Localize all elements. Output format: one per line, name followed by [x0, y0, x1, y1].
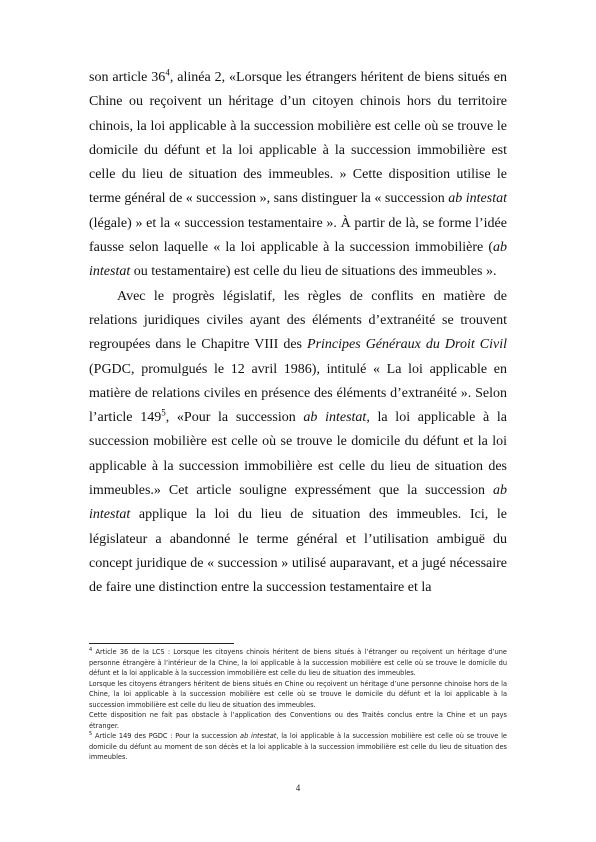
italic-term: ab intestat	[89, 240, 507, 280]
paragraph-2	[89, 285, 507, 601]
footnote-separator	[89, 643, 234, 644]
footnote-4-cont	[89, 710, 507, 731]
text-run: (légale) » et la « succession testamentaire ». À partir de là, se forme l’idée fausse selon laquelle « la loi applicable à la succession immobilière (	[89, 215, 507, 256]
paragraph-1	[89, 66, 507, 285]
footnote-number: 4	[89, 646, 93, 653]
italic-title: Principes Généraux du Droit Civil	[307, 337, 507, 353]
footnote-number: 5	[89, 730, 93, 737]
footnote-text: Lorsque les citoyens étrangers héritent de biens situés en Chine ou reçoivent un héritage d’une personne chinoise hors de la Chine, la loi applicable à la succession mobilière est celle où se trouve le domicile du défunt et la loi applicable à la succession immobilière est celle du lieu de situation des immeubles.	[89, 679, 507, 709]
text-run: ou testamentaire) est celle du lieu de situations des immeubles ».	[130, 264, 497, 280]
footnote-text: Article 149 des PGDC : Pour la succession	[92, 732, 241, 740]
footnotes	[89, 647, 507, 763]
italic-term: ab intestat	[303, 410, 367, 426]
footnote-text: , la loi applicable à la succession mobilière est celle où se trouve le domicile du défunt au moment de son décès et la loi applicable à la succession immobilière est celle du lieu de situation des immeubles.	[89, 732, 507, 761]
footnote-ref-4[interactable]: 4	[165, 67, 170, 78]
text-run: , alinéa 2, «Lorsque les étrangers héritent de biens situés en Chine ou reçoivent un héritage d’un citoyen chinois hors du territoire chinois, la loi applicable à la succession mobilière est celle où se trouve le domicile du défunt et la loi applicable à la succession immobilière est celle du lieu de situation des immeubles. » Cette disposition utilise le terme général de « succession », sans distinguer la « succession	[89, 70, 508, 207]
text-run: son article 36	[89, 70, 166, 85]
footnote-text: Cette disposition ne fait pas obstacle à l’application des Conventions ou des Traités conclus entre la Chine et un pays étranger.	[89, 711, 507, 730]
text-run: applique la loi du lieu de situation des immeubles. Ici, le législateur a abandonné le terme général et l’utilisation ambiguë du concept juridique de « succession » utilisé auparavant, et a jugé nécessaire de faire une distinction entre la succession testamentaire et la	[89, 507, 507, 596]
italic-term: ab intestat	[240, 732, 277, 740]
italic-term: ab intestat	[89, 483, 507, 523]
footnote-5	[89, 731, 507, 763]
footnote-4-cont	[89, 679, 507, 711]
text-run: (PGDC, promulgués le 12 avril 1986), intitulé « La loi applicable en matière de relations civiles en présence des éléments d’extranéité ». Selon l’article 149	[89, 361, 507, 426]
body-text	[89, 66, 507, 601]
text-run: , «Pour la succession	[165, 410, 304, 426]
italic-term: ab intestat	[448, 191, 507, 207]
footnote-4	[89, 647, 507, 679]
footnote-ref-5[interactable]: 5	[161, 407, 166, 418]
page-number: 4	[295, 783, 301, 793]
footnote-text: Article 36 de la LCS : Lorsque les citoyens chinois héritent de biens situés à l’étranger ou reçoivent un héritage d’une personne étrangère à l’intérieur de la Chine, la loi applicable à la succession mobilière est celle où se trouve le domicile du défunt et la loi applicable à la succession immobilière est celle du lieu de situation des immeubles.	[89, 648, 507, 677]
text-run: , la loi applicable à la succession mobilière est celle où se trouve le domicile du défunt et la loi applicable à la succession immobilière est celle du lieu de situation des immeubles.» Cet article souligne expressément que la succession	[89, 410, 507, 499]
text-run: Avec le progrès législatif, les règles de conflits en matière de relations juridiques civiles ayant des éléments d’extranéité se trouvent regroupées dans le Chapitre VIII des	[89, 288, 507, 353]
